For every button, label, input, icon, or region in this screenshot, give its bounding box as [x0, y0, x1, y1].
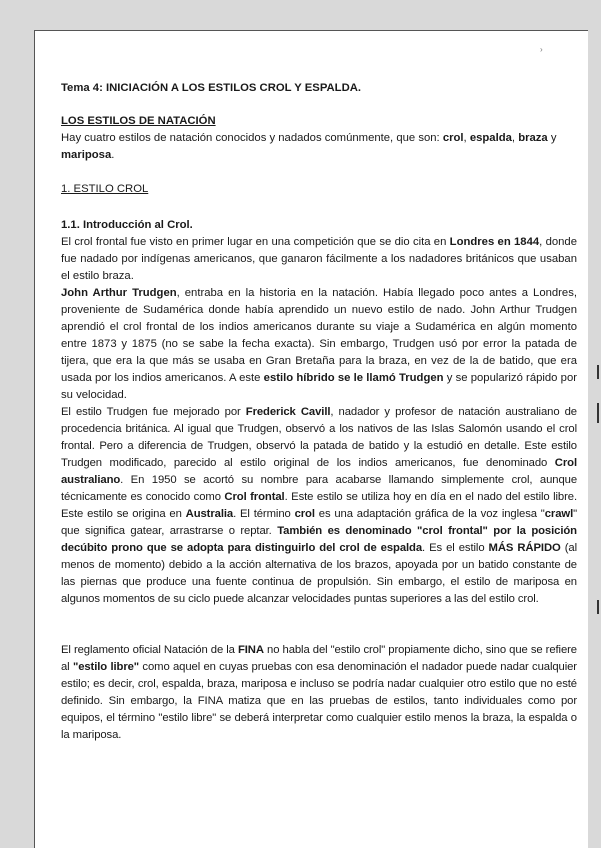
intro-paragraph: Hay cuatro estilos de natación conocidos y nadados comúnmente, que son: crol, espalda, braza y mariposa.	[61, 132, 557, 161]
paragraph-2: John Arthur Trudgen, entraba en la historia en la natación. Había llegado poco antes a Londres, proveniente de Sudamérica donde había aprendido un nuevo estilo de nado. John Arthur Trudgen aprendió el crol frontal de los indios americanos durante su viaje a Sudamérica en algún momento entre 1873 y 1875 (no se sabe la fecha exacta). Sin embargo, Trudgen usó por error la patada de tijera, que era la que más se usaba en Gran Bretaña para la braza, en vez de la de batido, que era usada por los indios americanos. A este estilo híbrido se le llamó Trudgen y se popularizó rápido por su velocidad.	[61, 287, 577, 401]
paragraph-1: El crol frontal fue visto en primer lugar en una competición que se dio cita en Londres en 1844, donde fue nadado por indígenas americanos, que ganaron fácilmente a los nadadores británicos que usaban el estilo braza.	[61, 236, 577, 282]
scan-edge-mark	[597, 365, 599, 379]
scan-edge-mark	[597, 403, 599, 423]
subheading-introduccion: 1.1. Introducción al Crol.	[61, 219, 193, 231]
paragraph-3: El estilo Trudgen fue mejorado por Frederick Cavill, nadador y profesor de natación australiano de procedencia británica. Al igual que Trudgen, observó a los nativos de las Islas Salomón usando el crol frontal. Pero a diferencia de Trudgen, observó la patada de batido y la estudió en detalle. Este estilo Trudgen modificado, parecido al estilo original de los indios americanos, fue denominado Crol australiano. En 1950 se acortó su nombre para acabarse llamando simplemente crol, aunque técnicamente es conocido como Crol frontal. Este estilo se utiliza hoy en día en el nado del estilo libre. Este estilo se origina en Australia. El término crol es una adaptación gráfica de la voz inglesa "crawl" que significa gatear, arrastrarse o reptar. También es denominado "crol frontal" por la posición decúbito prono que se adopta para distinguirlo del crol de espalda. Es el estilo MÁS RÁPIDO (al menos de momento) debido a la acción alternativa de los brazos, apoyada por un batido constante de las piernas que produce una fuente continua de propulsión. Sin embargo, el estilo de mariposa en algunos momentos de su ciclo puede alcanzar velocidades puntas superiores a las del estilo crol.	[61, 406, 578, 605]
section-heading: LOS ESTILOS DE NATACIÓN	[61, 115, 216, 127]
heading-estilo-crol: 1. ESTILO CROL	[61, 183, 149, 195]
page-mark: ›	[540, 45, 543, 54]
scan-edge-mark	[597, 600, 599, 614]
document-title: Tema 4: INICIACIÓN A LOS ESTILOS CROL Y ESPALDA.	[61, 82, 362, 94]
paragraph-4: El reglamento oficial Natación de la FINA no habla del "estilo crol" propiamente dicho, sino que se refiere al "estilo libre" como aquel en cuyas pruebas con esa denominación el nadador puede nadar cualquier estilo; es decir, crol, espalda, braza, mariposa e incluso se podría nadar cualquier otro estilo que no esté definido. Sin embargo, la FINA matiza que en las pruebas de estilos, tanto individuales como por equipos, el término "estilo libre" se deberá interpretar como cualquier estilo menos la braza, la espalda o la mariposa.	[61, 644, 577, 741]
document-page	[34, 30, 588, 848]
